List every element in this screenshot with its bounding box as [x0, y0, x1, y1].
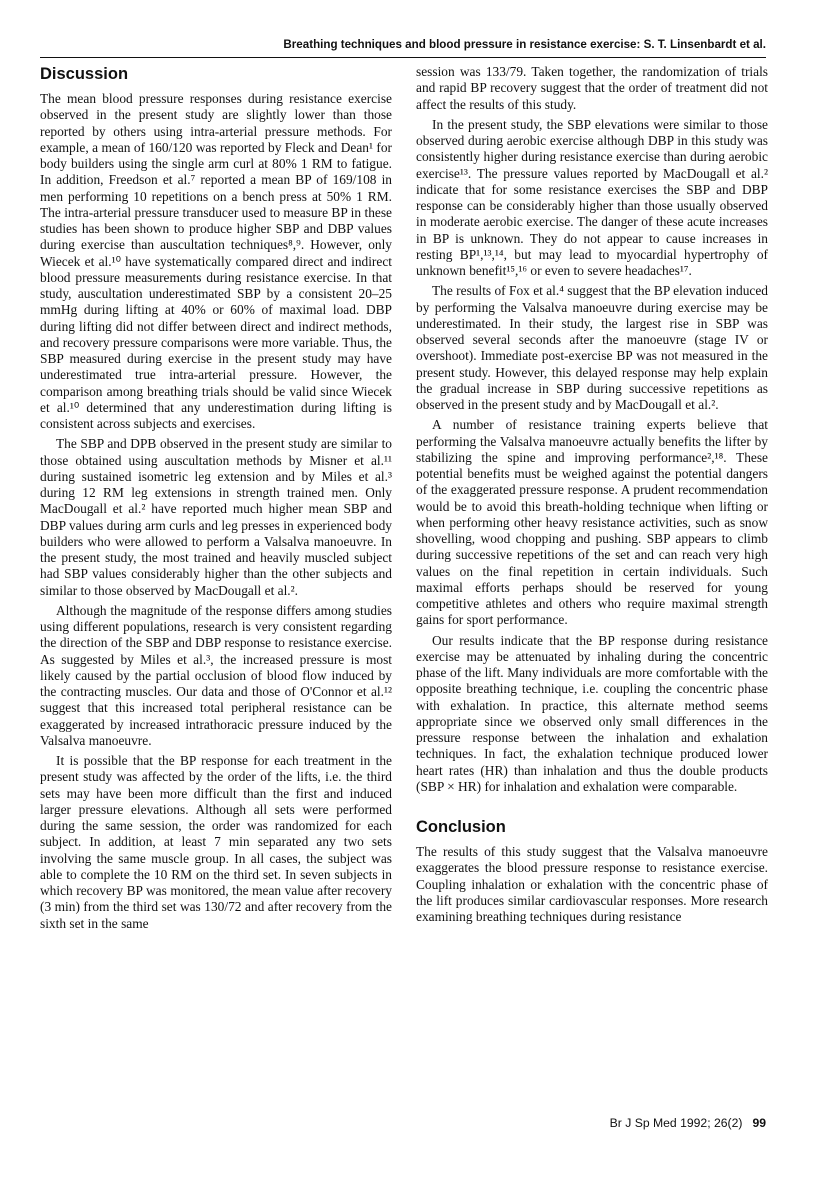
conclusion-paragraph: The results of this study suggest that the Valsalva manoeuvre exaggerates the blood pressure response to resistance exercise. Coupling inhalation or exhalation with the concentric phase of the lift produces similar cardiovascular responses. More research examining breathing techniques during resistance [416, 844, 768, 924]
paragraph: The results of Fox et al.⁴ suggest that the BP elevation induced by performing the Valsalva manoeuvre during exercise may be underestimated. In their study, the largest rise in SBP was observed several seconds after the manoeuvre (stage IV or overshoot). Immediate post-exercise BP was not measured in the present study. However, this delayed response may help explain the gradual increase in SBP during successive repetitions as observed in the present study and by MacDougall et al.². [416, 283, 768, 412]
paragraph: A number of resistance training experts believe that performing the Valsalva manoeuvre actually benefits the lifter by stabilizing the spine and improving performance²,¹⁸. These potential benefits must be weighed against the potential dangers of the exaggerated pressure response. A prudent recommendation would be to avoid this breath-holding technique when lifting or when performing other heavy resistance activities, such as snow shovelling, wood chopping and pushing. SBP appears to climb during successive repetitions of the set and can reach very high values on the final repetition in certain individuals. Such maximal efforts perhaps should be reserved for young competitive athletes and others who require maximal strength gains for sport performance. [416, 417, 768, 628]
paragraph: session was 133/79. Taken together, the randomization of trials and rapid BP recovery suggest that the order of treatment did not affect the results of this study. [416, 64, 768, 112]
paragraph: The SBP and DPB observed in the present study are similar to those obtained using auscultation methods by Misner et al.¹¹ during sustained isometric leg extension and by Miles et al.³ during 12 RM leg extensions in strength trained men. Only MacDougall et al.² have reported much higher mean SBP and DBP values during arm curls and leg presses in experienced body builders who were allowed to perform a Valsalva manoeuvre. In the present study, the most trained and heavily muscled subject had SBP values considerably higher than the other subjects and similar to those observed by MacDougall et al.². [40, 436, 392, 598]
left-column [40, 64, 392, 932]
running-header: Breathing techniques and blood pressure in resistance exercise: S. T. Linsenbardt et al. [283, 38, 766, 51]
page-footer [610, 1116, 766, 1130]
paragraph: The mean blood pressure responses during resistance exercise observed in the present study are slightly lower than those reported by others using intra-arterial pressure methods. For example, a mean of 160/120 was reported by Fleck and Dean¹ for body builders using the single arm curl at 80% 1 RM to fatigue. In addition, Freedson et al.⁷ reported a mean BP of 169/108 in men performing 10 repetitions on a bench press at 50% 1 RM. The intra-arterial pressure transducer used to measure BP in these studies has been shown to produce higher SBP and DBP values during exercise than auscultation techniques⁸,⁹. However, only Wiecek et al.¹⁰ have systematically compared direct and indirect blood pressure measurements during resistance exercise. In that study, auscultation underestimated SBP by a consistent 20–25 mmHg during lifting at 40% or 60% of maximal load. DBP during lifting did not differ between direct and indirect methods, and recovery pressure comparisons were more variable. Thus, the SBP measured during exercise in the present study may have underestimated true intra-arterial pressure. However, the comparison among breathing trials should be valid since Wiecek et al.¹⁰ determined that any underestimation during lifting is consistent across subjects and exercises. [40, 91, 392, 431]
paragraph: It is possible that the BP response for each treatment in the present study was affected by the order of the lifts, i.e. the third sets may have been more difficult than the first and induced larger pressure elevations. Although all sets were performed during the same session, the order was randomized for each subject. In addition, at least 7 min separated any two sets involving the same muscle group. In all cases, the subject was able to complete the 10 RM on the third set. In seven subjects in which recovery BP was monitored, the mean value after recovery (3 min) from the third set was 130/72 and after recovery from the sixth set in the same [40, 753, 392, 931]
paragraph: Our results indicate that the BP response during resistance exercise may be attenuated by inhaling during the concentric phase of the lift. Many individuals are more comfortable with the opposite breathing technique, i.e. coupling the concentric phase with exhalation. In practice, this alternate method seems appropriate since we observed only small differences in the pressure response between the inhalation and exhalation techniques. In fact, the exhalation technique produced lower heart rates (HR) than inhalation and thus the double products (SBP × HR) for inhalation and exhalation were comparable. [416, 632, 768, 794]
right-column [416, 64, 768, 925]
discussion-heading: Discussion [40, 65, 129, 83]
paragraph: Although the magnitude of the response differs among studies using different populations, research is very consistent regarding the direction of the SBP and DBP response to resistance exercise. As suggested by Miles et al.³, the increased pressure is most likely caused by the partial occlusion of blood flow induced by the contracting muscles. Our data and those of O'Connor et al.¹² suggest that this increased total peripheral resistance can be exaggerated by increased intrathoracic pressure induced by the Valsalva manoeuvre. [40, 602, 392, 748]
header-rule [40, 57, 766, 58]
page-number: 99 [752, 1116, 766, 1130]
conclusion-heading: Conclusion [416, 818, 506, 836]
paragraph: In the present study, the SBP elevations were similar to those observed during aerobic exercise although DBP in this study was consistently higher during resistance exercise than during aerobic exercise¹³. The pressure values reported by MacDougall et al.² indicate that for some resistance exercises the SBP and DBP response can be considerably higher than those usually observed in moderate aerobic exercise. The danger of these acute increases in BP is unknown. They do not appear to cause increases in resting BP¹,¹³,¹⁴, but may lead to myocardial hypertrophy of unknown benefit¹⁵,¹⁶ or even to severe headaches¹⁷. [416, 116, 768, 278]
journal-citation: Br J Sp Med 1992; 26(2) [609, 1116, 743, 1130]
